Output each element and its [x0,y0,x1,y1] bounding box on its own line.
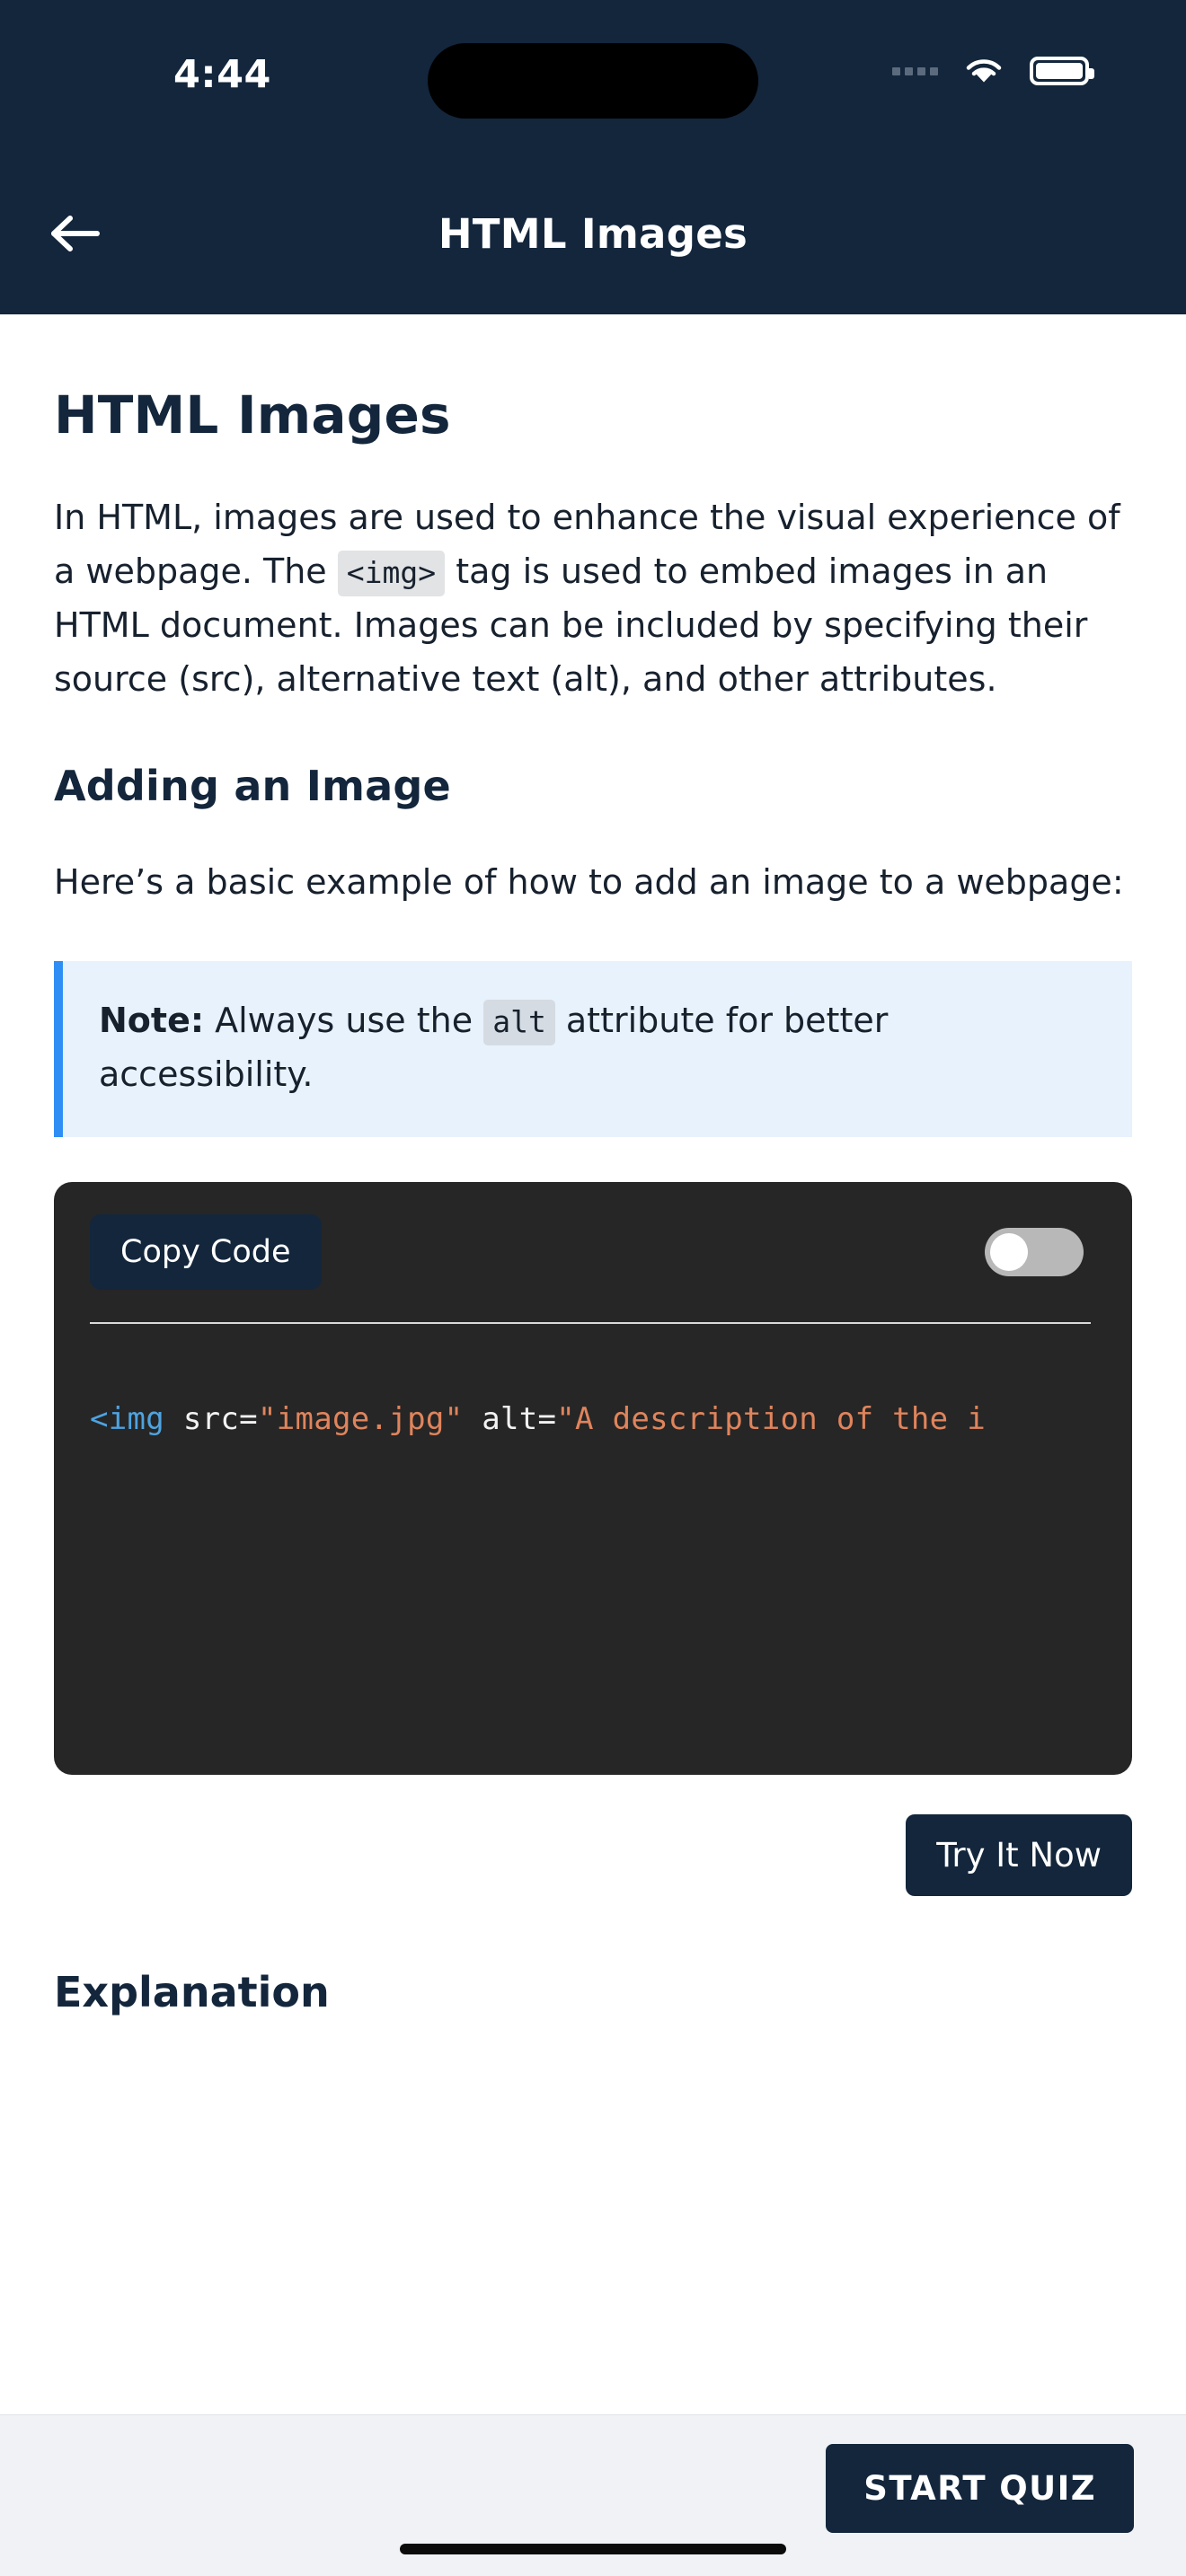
code-wrap-toggle[interactable] [985,1228,1084,1276]
lesson-content [0,314,1186,2576]
toggle-knob [990,1233,1028,1271]
app-bar [0,153,1186,314]
note-label: Note: [99,1001,205,1041]
status-time: 4:44 [173,52,271,97]
code-token-attr-alt: alt= [463,1401,557,1438]
intro-text-1: In HTML, images are used to enhance the visual experience of a webpage. The [54,498,1120,592]
inline-code-alt: alt [483,1000,555,1045]
code-token-attr-src: src= [164,1401,258,1438]
code-token-value-alt: "A description of the i [556,1401,986,1438]
code-snippet[interactable] [90,1401,1096,1437]
copy-code-button[interactable]: Copy Code [90,1214,322,1290]
back-button[interactable] [40,198,111,269]
page-title: HTML Images [54,384,451,446]
intro-paragraph [54,490,1132,706]
try-it-now-button[interactable]: Try It Now [906,1814,1132,1896]
battery-icon [1030,57,1089,85]
section-paragraph: Here’s a basic example of how to add an image to a webpage: [54,862,1124,903]
note-text [99,993,1096,1101]
inline-code-img: <img> [338,551,445,596]
start-quiz-button[interactable]: START QUIZ [826,2444,1134,2533]
section-heading-adding-an-image: Adding an Image [54,762,451,811]
explanation-heading: Explanation [54,1968,330,2017]
status-icons [892,56,1089,86]
code-block-header [90,1214,1096,1290]
note-callout [54,961,1132,1137]
intro-text-2: tag is used to embed images in an HTML document. Images can be included by specifying their source (src), alternative text (alt), and other attributes. [54,551,1088,700]
divider [90,1322,1091,1324]
home-indicator [400,2544,786,2554]
code-token-tag: <img [90,1401,165,1438]
status-bar [0,0,1186,153]
try-it-row [54,1814,1132,1896]
note-text-2: attribute for better accessibility. [99,1001,889,1095]
note-text-1: Always use the [204,1001,484,1041]
code-block [54,1182,1132,1775]
dynamic-island [428,43,758,119]
arrow-left-icon [49,211,102,256]
bottom-bar [0,2414,1186,2576]
app-bar-title: HTML Images [438,209,748,258]
wifi-icon [963,56,1005,86]
signal-dots-icon [892,67,938,75]
code-token-value-src: "image.jpg" [257,1401,464,1438]
